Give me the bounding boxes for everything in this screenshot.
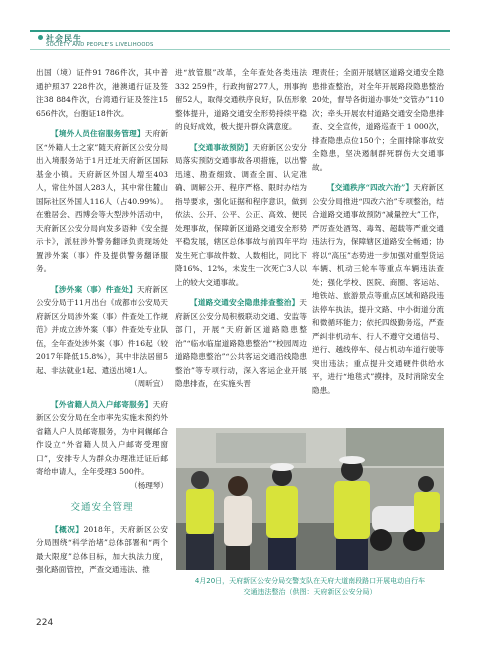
header-rule (30, 49, 450, 50)
paragraph (36, 523, 168, 577)
paragraph-heading: 【境外人员住宿服务管理】 (51, 129, 145, 138)
paragraph (175, 66, 307, 134)
paragraph-text: 2018年，天府新区公安分局围绕“科学治堵”总体部署和“两个最大限度”总体目标，加大执法力度，强化路面管控，严查交通违法、推 (36, 524, 169, 574)
column-3 (312, 66, 444, 397)
photo-caption (176, 576, 444, 598)
section-header-subtitle: SOCIETY AND PEOPLE'S LIVELIHOODS (46, 42, 154, 48)
page-header (0, 0, 480, 50)
caption-line: 交通违法整治（供图：天府新区公安分局） (243, 588, 377, 596)
paragraph (175, 296, 307, 391)
news-photo (176, 428, 444, 570)
paragraph (36, 398, 168, 479)
paragraph-heading: 【交通秩序“四改六治”】 (327, 183, 414, 192)
paragraph (312, 181, 444, 397)
paragraph-heading: 【涉外案（事）件查处】 (51, 284, 137, 294)
column-1 (36, 66, 168, 577)
section-title: 交通安全管理 (70, 502, 134, 513)
paragraph (36, 127, 168, 276)
column-2 (175, 66, 307, 391)
paragraph-heading: 【交通事故预防】 (190, 142, 253, 152)
author-signature: （周昕宜） (130, 379, 168, 388)
author-signature: （杨理琴） (130, 480, 168, 490)
paragraph-heading: 【外省籍人员入户邮寄服务】 (51, 399, 153, 409)
paragraph-text: 天府新区“外籍人士之家”随天府新区公安分局出入境服务站于1月迁址天府新区国际基金小镇。天府新区外国人增至403人，常住外国人283人，其中常住麓山国际社区外国人116人（占40.99%）。在雅居会、西博会等大型涉外活动中，天府新区公安分局向发多语种《安全提示卡》，派驻涉外警务翻译负责现场处置涉外案（事）件及提供警务翻译服务。 (36, 129, 169, 273)
paragraph-heading: 【概况】 (51, 524, 84, 534)
paragraph (312, 66, 444, 174)
paragraph-text: 天府新区公安分局落实预防交通事故各项措施，以出警迅速、勘查细致、调查全面、认定准确、调解公开、程序严格、限时办结为指导要求，强化证据和程序意识，做到依法、公开、公平、公正、高效、便民处理事故，保障新区道路交通安全形势平稳发展，辖区总体事故与前四年平均发生死亡事故件数、人数相比，同比下降16%、12%，未发生一次死亡3人以上的较大交通事故。 (175, 142, 308, 287)
header-ornament-icon (38, 35, 43, 40)
paragraph-text: 理责任；全面开展辖区道路交通安全隐患排查整治，对全年开展路段隐患整治20处，督导各街道办事处“交管办”110次；牵头开展农村道路交通安全隐患排查、交全宣传，道路巡查干 1 000次，排查隐患点位150个；全面排除事故安全隐患，坚决遏制群死群伤大交通事故。 (312, 68, 444, 172)
paragraph-text: 进“放管服”改革，全年查处各类违法332 259件，行政拘留277人，刑事拘留52人，取得交通秩序良好，队伍形象整体提升，道路交通安全形势持续平稳的良好成效，极大提升群众满意度。 (175, 68, 307, 131)
paragraph (175, 141, 307, 290)
paragraph-text: 出国（境）证件91 786件次，其中普通护照37 228件次，港澳通行证及签注38 884件次，台湾通行证及签注15 656件次，台胞证18件次。 (36, 68, 168, 118)
header-band (30, 30, 450, 32)
section-header-title: 社会民生 (46, 34, 82, 43)
caption-line: 4月20日，天府新区公安分局交警支队在天府大道南段路口开展电动自行车 (194, 577, 426, 585)
paragraph-text: 天府新区公安分局在全市率先实施未预约外省籍人户人员邮寄服务，为中间辗邮合作设立“外省籍人员入户邮寄受理窗口”，安排专人为群众办理准迁证后邮寄给申请人，全年受理3 500件。 (36, 399, 169, 476)
paragraph (36, 283, 168, 378)
paragraph (36, 66, 168, 120)
paragraph-text: 天府新区公安分局积极联动交通、安监等部门，开展“天府新区道路隐患整治”“临水临崖道路隐患整治”“校园周边道路隐患整治”“公共客运交通沿线隐患整治”等专项行动，深入客运企业开展隐患排查，在实施头晋 (175, 298, 307, 388)
photo-illustration (176, 428, 444, 570)
paragraph-text: 天府新区公安分局于11月出台《成都市公安局天府新区分局涉外案（事）件查处工作规范》并成立涉外案（事）件查处专业队伍，全年查处涉外案（事）件16起（较2017年降低15.8%），其中非法居留5起、非法就业1起、遣送出境1人。 (36, 284, 169, 375)
page-number: 224 (36, 618, 54, 628)
paragraph-text: 天府新区公安分局推进“四改六治”专项整治，结合道路交通事故预防“减量控大”工作，严厉查处酒驾、毒驾、超载等严重交通违法行为，保障辖区道路安全畅通；协将以“高压”态势进一步加强对重型货运车辆、机动三轮车等重点车辆违法查处；强化学校、医院、商圈、客运站、地铁站、旅游景点等重点区域和路段违法停车执法，提升文路、中小街道分流和微循环能力；依托四级勤务巡，严查严纠非机动车、行人不遵守交通信号、逆行、越线停车、侵占机动车道行驶等突出违法；重点提升交通硬件供给水平，进行“地毯式”摸排，及时消除安全隐患。 (312, 183, 444, 395)
paragraph-heading: 【道路交通安全隐患排查整治】 (190, 298, 300, 307)
